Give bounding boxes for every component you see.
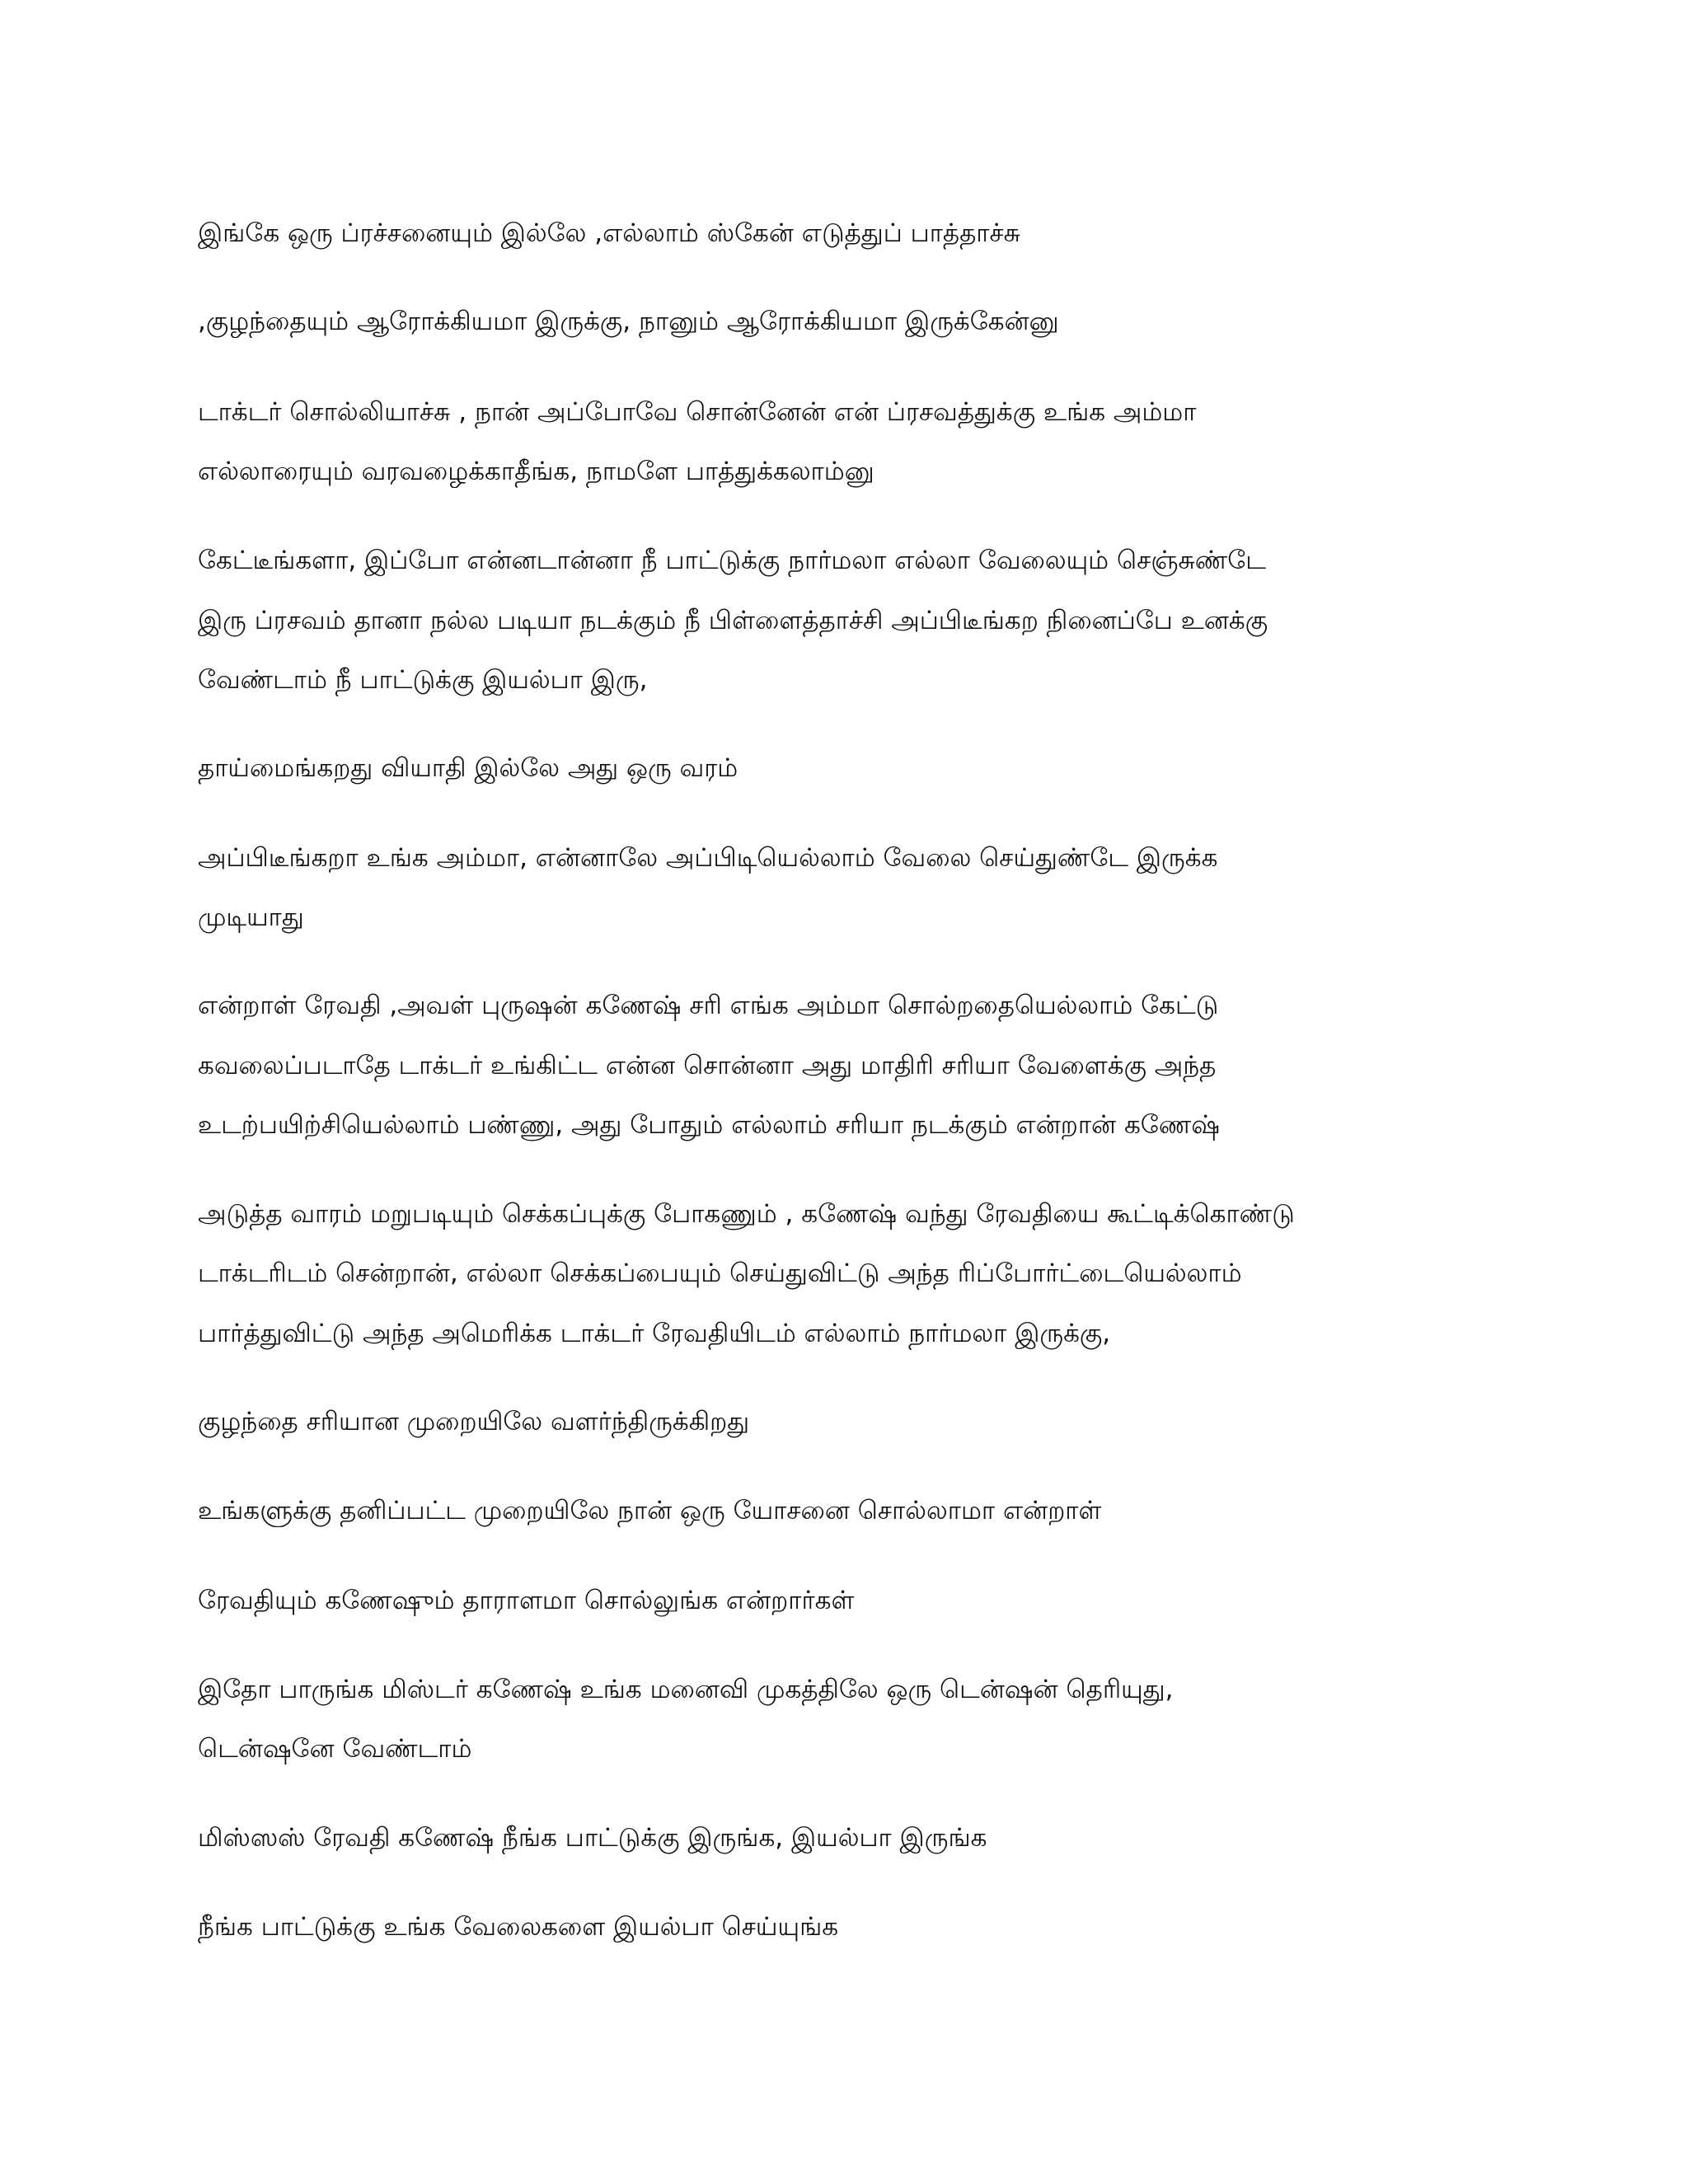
paragraph-7-line-1: என்றாள் ரேவதி ,அவள் புருஷன் கணேஷ் சரி எங்க அம்மா சொல்றதையெல்லாம் கேட்டு (198, 991, 1219, 1020)
paragraph-8-line-3: பார்த்துவிட்டு அந்த அமெரிக்க டாக்டர் ரேவதியிடம் எல்லாம் நார்மலா இருக்கு, (198, 1319, 1111, 1348)
paragraph-12-line-1: இதோ பாருங்க மிஸ்டர் கணேஷ் உங்க மனைவி முகத்திலே ஒரு டென்ஷன் தெரியுது, (198, 1675, 1174, 1704)
paragraph-4-line-2: இரு ப்ரசவம் தானா நல்ல படியா நடக்கும் நீ பிள்ளைத்தாச்சி அப்பிடீங்கற நினைப்பே உனக்கு (198, 606, 1268, 635)
paragraph-3-line-2: எல்லாரையும் வரவழைக்காதீங்க, நாமளே பாத்துக்கலாம்னு (198, 457, 874, 486)
paragraph-11-line-1: ரேவதியும் கணேஷும் தாராளமா சொல்லுங்க என்றார்கள் (198, 1586, 855, 1615)
paragraph-6-line-1: அப்பிடீங்கறா உங்க அம்மா, என்னாலே அப்பிடியெல்லாம் வேலை செய்துண்டே இருக்க (198, 843, 1218, 873)
paragraph-13-line-1: மிஸ்ஸஸ் ரேவதி கணேஷ் நீங்க பாட்டுக்கு இருங்க, இயல்பா இருங்க (198, 1823, 987, 1853)
paragraph-9-line-1: குழந்தை சரியான முறையிலே வளர்ந்திருக்கிறது (198, 1407, 750, 1436)
paragraph-12-line-2: டென்ஷனே வேண்டாம் (198, 1734, 472, 1764)
paragraph-3-line-1: டாக்டர் சொல்லியாச்சு , நான் அப்போவே சொன்னேன் என் ப்ரசவத்துக்கு உங்க அம்மா (198, 397, 1197, 427)
paragraph-7-line-3: உடற்பயிற்சியெல்லாம் பண்ணு, அது போதும் எல்லாம் சரியா நடக்கும் என்றான் கணேஷ் (198, 1110, 1220, 1140)
paragraph-4-line-3: வேண்டாம் நீ பாட்டுக்கு இயல்பா இரு, (198, 665, 648, 695)
paragraph-10-line-1: உங்களுக்கு தனிப்பட்ட முறையிலே நான் ஒரு யோசனை சொல்லாமா என்றாள் (198, 1496, 1102, 1526)
paragraph-5-line-1: தாய்மைங்கறது வியாதி இல்லே அது ஒரு வரம் (198, 753, 738, 783)
paragraph-14-line-1: நீங்க பாட்டுக்கு உங்க வேலைகளை இயல்பா செய்யுங்க (198, 1912, 839, 1942)
paragraph-6-line-2: முடியாது (198, 902, 304, 932)
paragraph-4-line-1: கேட்டீங்களா, இப்போ என்னடான்னா நீ பாட்டுக்கு நார்மலா எல்லா வேலையும் செஞ்சுண்டே (198, 546, 1266, 575)
paragraph-8-line-1: அடுத்த வாரம் மறுபடியும் செக்கப்புக்கு போகணும் , கணேஷ் வந்து ரேவதியை கூட்டிக்கொண்டு (198, 1199, 1295, 1229)
paragraph-2-line-1: ,குழந்தையும் ஆரோக்கியமா இருக்கு, நானும் ஆரோக்கியமா இருக்கேன்னு (198, 307, 1059, 336)
paragraph-8-line-2: டாக்டரிடம் சென்றான், எல்லா செக்கப்பையும் செய்துவிட்டு அந்த ரிப்போர்ட்டையெல்லாம் (198, 1258, 1242, 1288)
paragraph-7-line-2: கவலைப்படாதே டாக்டர் உங்கிட்ட என்ன சொன்னா அது மாதிரி சரியா வேளைக்கு அந்த (198, 1051, 1217, 1080)
paragraph-1-line-1: இங்கே ஒரு ப்ரச்சனையும் இல்லே ,எல்லாம் ஸ்கேன் எடுத்துப் பாத்தாச்சு (198, 218, 1020, 248)
